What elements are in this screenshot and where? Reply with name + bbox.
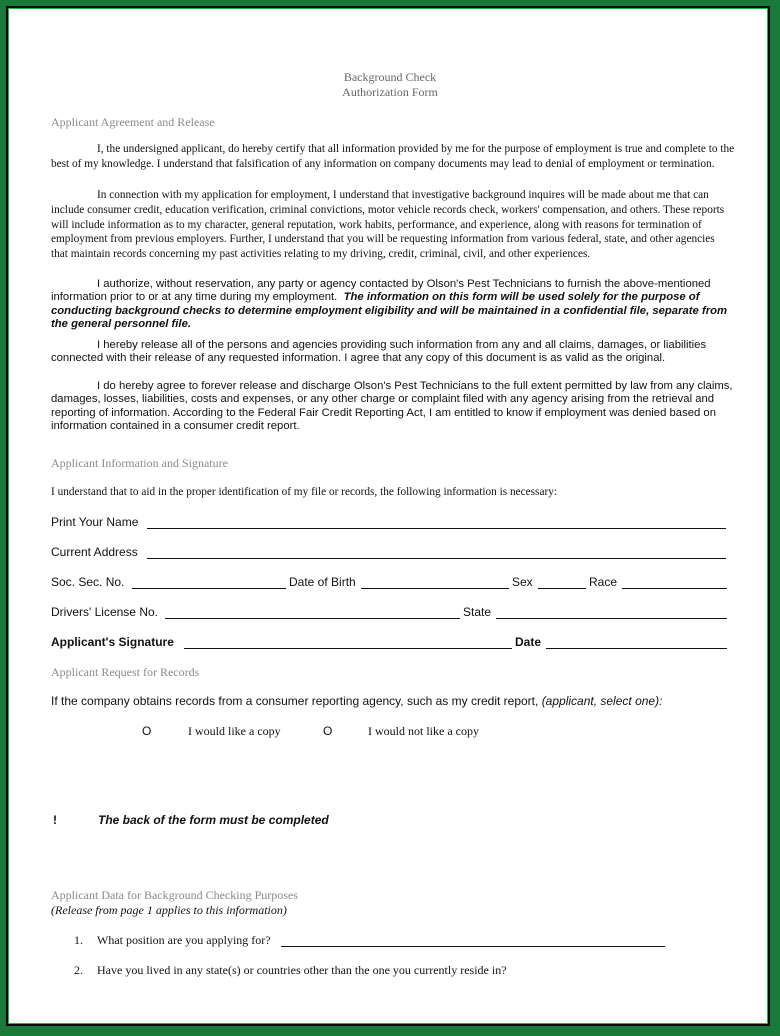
soc-sec-label: Soc. Sec. No. [51,575,125,589]
soc-sec-field[interactable] [132,588,286,589]
agreement-paragraph-3: I authorize, without reservation, any party or agency contacted by Olson's Pest Technicians to furnish the above-mentioned information prior to or at any time during my employment. The information on this form will be used solely for the purpose of conducting background checks to determine employment eligibility and will be maintained in a confidential file, separate from the general personnel file. [51,278,728,330]
notice-text: The back of the form must be completed [98,813,329,827]
data-subheading: (Release from page 1 applies to this information) [51,903,287,917]
info-intro: I understand that to aid in the proper identification of my file or records, the following information is necessary: [51,486,558,498]
copy-option-label: I would like a copy [188,724,281,738]
form-title-line2: Authorization Form [342,85,438,99]
confidential-statement: The information on this form will be used solely for the purpose of conducting background checks to determine employment eligibility and will be maintained in a confidential file, separate from the general personnel file. [51,291,728,330]
state-label: State [463,605,492,619]
question-1-text: What position are you applying for? [97,933,271,947]
info-heading: Applicant Information and Signature [51,456,228,470]
current-address-label: Current Address [51,545,138,559]
agreement-paragraph-2: In connection with my application for employment, I understand that investigative background inquires will be made about me that can include consumer credit, education verification, criminal convictions, motor vehicle records check, workers' compensation, and others. These reports will include information as to my character, general reputation, work habits, performance, and experience, along with reasons for termination of employment from previous employers. Further, I understand that you will be requesting information from various federal, state, and other agencies that maintain records concerning my past activities relating to my driving, credit, criminal, civil, and other experiences. [51,189,725,261]
signature-field[interactable] [184,648,512,649]
date-label: Date [515,635,542,649]
agreement-paragraph-1: I, the undersigned applicant, do hereby certify that all information provided by me for the purpose of employment is true and complete to the best of my knowledge. I understand that falsification of any information on company documents may lead to denial of employment or termination. [51,143,735,170]
current-address-field[interactable] [147,558,726,559]
data-heading: Applicant Data for Background Checking Purposes [51,888,298,902]
copy-option-radio[interactable]: O [142,724,152,738]
notice-mark: ! [53,813,57,827]
print-name-label: Print Your Name [51,515,139,529]
state-field[interactable] [496,618,727,619]
no-copy-option-label: I would not like a copy [368,724,479,738]
agreement-paragraph-5: I do hereby agree to forever release and discharge Olson's Pest Technicians to the full extent permitted by law from any claims, damages, losses, liabilities, costs and expenses, or any other charge or complaint filed with any agency arising from the retrieval and reporting of information. According to the Federal Fair Credit Reporting Act, I am entitled to know if employment was denied based on information contained in a consumer credit report. [51,380,733,432]
question-2-number: 2. [74,963,83,977]
question-2-text: Have you lived in any state(s) or countries other than the one you currently reside in? [97,963,507,977]
agreement-paragraph-4: I hereby release all of the persons and agencies providing such information from any and all claims, damages, or liabilities connected with their release of any requested information. I agree that any copy of this document is as valid as the original. [51,339,707,365]
signature-label: Applicant's Signature [51,635,174,649]
print-name-field[interactable] [147,528,726,529]
no-copy-option-radio[interactable]: O [323,724,333,738]
drivers-license-field[interactable] [165,618,460,619]
dob-field[interactable] [361,588,509,589]
records-question-hint: (applicant, select one): [541,694,663,708]
form-page [6,6,770,1026]
drivers-license-label: Drivers' License No. [51,605,158,619]
records-heading: Applicant Request for Records [51,665,200,679]
form-title-line1: Background Check [343,70,437,84]
records-question: If the company obtains records from a consumer reporting agency, such as my credit report, (applicant, select one): [51,694,663,708]
agreement-heading: Applicant Agreement and Release [51,115,215,129]
sex-label: Sex [512,575,533,589]
race-field[interactable] [622,588,727,589]
date-field[interactable] [546,648,727,649]
sex-field[interactable] [538,588,586,589]
dob-label: Date of Birth [289,575,356,589]
race-label: Race [589,575,618,589]
question-1-number: 1. [74,933,83,947]
question-1-field[interactable] [281,946,665,947]
